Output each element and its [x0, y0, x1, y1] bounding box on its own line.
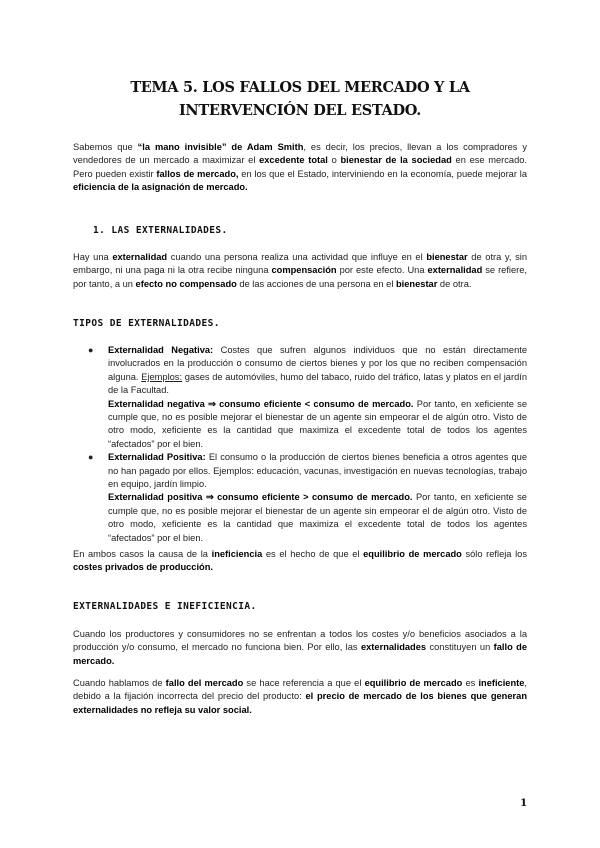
list-item-positive: ● Externalidad Positiva: El consumo o la producción de ciertos bienes beneficia a otros agentes que no han pagado por ellos. Ejemplos: educación, vacunas, investigación en nuevas tecnologías, trabajo en equipo, jardín limpio. Externalidad positiva ⇒ consumo eficiente > consumo de mercado. Por tanto, en xeficiente se cumple que, no es posible mejorar el bienestar de un agente sin empeorar el de algún otro. Visto de otro modo, xeficiente es la cantidad que maximiza el excedente total de todos los agentes “afectados” por el bien.	[88, 452, 527, 543]
section-heading-externalidades: 1. LAS EXTERNALIDADES.	[93, 225, 228, 236]
list-item-negative: ● Externalidad Negativa: Costes que sufren algunos individuos que no están directamente involucrados en la producción o consumo de ciertos bienes y por los que no reciben compensación alguna. Ejemplos: gases de automóviles, humo del tabaco, ruido del tráfico, latas y platos en el jardín de la Facultad. Externalidad negativa ⇒ consumo eficiente < consumo de mercado. Por tanto, en xeficiente se cumple que, no es posible mejorar el bienestar de un agente sin empeorar el de algún otro. Visto de otro modo, xeficiente es la cantidad que maximiza el excedente total de todos los agentes “afectados” por el bien.	[88, 345, 527, 449]
section-heading-ineficiencia: EXTERNALIDADES E INEFICIENCIA.	[73, 601, 257, 612]
page-number: 1	[520, 797, 528, 809]
bullet-icon: ●	[88, 452, 94, 463]
subheading-tipos: TIPOS DE EXTERNALIDADES.	[73, 318, 220, 329]
intro-paragraph: Sabemos que “la mano invisible” de Adam Smith, es decir, los precios, llevan a los compradores y vendedores de un mercado a maximizar el excedente total o bienestar de la sociedad en ese mercado. Pero pueden existir fallos de mercado, en los que el Estado, interviniendo en la economía, puede mejorar la eficiencia de la asignación de mercado.	[73, 142, 528, 193]
definition-paragraph: Hay una externalidad cuando una persona realiza una actividad que influye en el bienestar de otra y, sin embargo, ni una paga ni la otra recibe ninguna compensación por este efecto. Una externalidad se refiere, por tanto, a un efecto no compensado de las acciones de una persona en el bienestar de otra.	[73, 252, 528, 289]
inefficiency-paragraph-2: Cuando hablamos de fallo del mercado se hace referencia a que el equilibrio de mercado es ineficiente, debido a la fijación incorrecta del precio del producto: el precio de mercado de los bienes que generan externalidades no refleja su valor social.	[73, 678, 528, 715]
conclusion-paragraph: En ambos casos la causa de la ineficiencia es el hecho de que el equilibrio de mercado sólo refleja los costes privados de producción.	[73, 549, 527, 573]
externality-types-list	[86, 344, 527, 545]
bullet-icon: ●	[88, 345, 94, 355]
page-title: TEMA 5. LOS FALLOS DEL MERCADO Y LA INTERVENCIÓN DEL ESTADO.	[130, 79, 470, 119]
inefficiency-paragraph-1: Cuando los productores y consumidores no se enfrentan a todos los costes y/o beneficios asociados a la producción y/o consumo, el mercado no funciona bien. Por ello, las externalidades constituyen un fallo de mercado.	[73, 629, 527, 666]
